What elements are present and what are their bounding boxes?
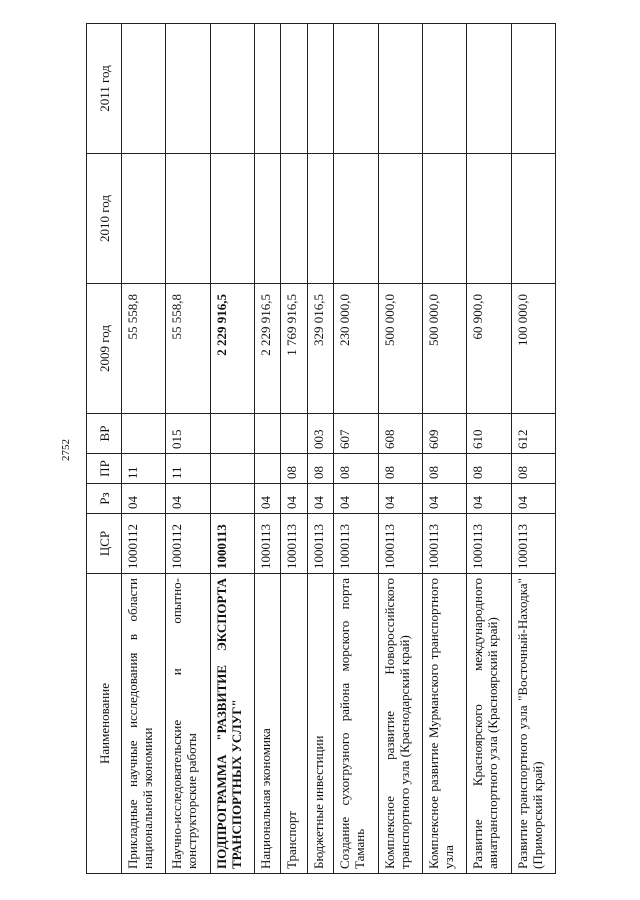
row-2010 — [210, 154, 254, 284]
row-vr — [210, 414, 254, 454]
budget-table-container — [86, 24, 556, 874]
row-rz: 04 — [122, 484, 166, 514]
row-rz: 04 — [281, 484, 307, 514]
row-2011 — [210, 24, 254, 154]
row-name: Создание сухогрузного района морского порта Тамань — [334, 574, 378, 874]
header-2009: 2009 год — [87, 284, 122, 414]
row-name: Научно-исследовательские и опытно-конструкторские работы — [166, 574, 210, 874]
row-2011 — [166, 24, 210, 154]
row-name: Развитие транспортного узла "Восточный-Находка" (Приморский край) — [511, 574, 555, 874]
row-name: Комплексное развитие Мурманского транспортного узла — [422, 574, 466, 874]
row-2010 — [166, 154, 210, 284]
row-2009: 100 000,0 — [511, 284, 555, 414]
row-rz: 04 — [378, 484, 422, 514]
row-rz: 04 — [334, 484, 378, 514]
row-name: Национальная экономика — [255, 574, 281, 874]
row-2009: 55 558,8 — [166, 284, 210, 414]
row-2009: 60 900,0 — [467, 284, 511, 414]
row-name: Комплексное развитие Новороссийского транспортного узла (Краснодарский край) — [378, 574, 422, 874]
row-2009: 500 000,0 — [378, 284, 422, 414]
row-vr — [255, 414, 281, 454]
row-name: Бюджетные инвестиции — [307, 574, 333, 874]
row-2010 — [511, 154, 555, 284]
table-row — [307, 24, 333, 874]
table-row — [281, 24, 307, 874]
page-number-text: 2752 — [60, 439, 72, 461]
row-2009: 2 229 916,5 — [255, 284, 281, 414]
row-csr: 1000113 — [281, 514, 307, 574]
row-csr: 1000113 — [378, 514, 422, 574]
row-csr: 1000113 — [255, 514, 281, 574]
table-row — [511, 24, 555, 874]
row-vr: 015 — [166, 414, 210, 454]
row-2011 — [422, 24, 466, 154]
table-row — [422, 24, 466, 874]
table-row — [334, 24, 378, 874]
row-csr: 1000113 — [307, 514, 333, 574]
table-header-row — [87, 24, 122, 874]
row-rz: 04 — [307, 484, 333, 514]
row-pr: 08 — [334, 454, 378, 484]
row-2011 — [467, 24, 511, 154]
row-2011 — [281, 24, 307, 154]
row-name: Транспорт — [281, 574, 307, 874]
row-2010 — [467, 154, 511, 284]
row-csr: 1000112 — [122, 514, 166, 574]
row-name: Прикладные научные исследования в области национальной экономики — [122, 574, 166, 874]
header-2010: 2010 год — [87, 154, 122, 284]
header-name: Наименование — [87, 574, 122, 874]
row-csr: 1000113 — [511, 514, 555, 574]
header-2011: 2011 год — [87, 24, 122, 154]
row-rz: 04 — [511, 484, 555, 514]
row-pr: 11 — [122, 454, 166, 484]
row-2009: 230 000,0 — [334, 284, 378, 414]
row-2009: 55 558,8 — [122, 284, 166, 414]
row-2009: 1 769 916,5 — [281, 284, 307, 414]
row-2010 — [255, 154, 281, 284]
row-rz: 04 — [166, 484, 210, 514]
header-rz: Рз — [87, 484, 122, 514]
row-2010 — [422, 154, 466, 284]
row-rz: 04 — [467, 484, 511, 514]
row-pr: 08 — [307, 454, 333, 484]
table-row — [122, 24, 166, 874]
row-2010 — [378, 154, 422, 284]
row-rz: 04 — [422, 484, 466, 514]
row-2011 — [378, 24, 422, 154]
row-csr: 1000113 — [210, 514, 254, 574]
row-name: Развитие Красноярского международного авиатранспортного узла (Красноярский край) — [467, 574, 511, 874]
row-vr: 003 — [307, 414, 333, 454]
row-2010 — [307, 154, 333, 284]
table-row — [255, 24, 281, 874]
row-vr — [281, 414, 307, 454]
row-rz: 04 — [255, 484, 281, 514]
row-pr: 08 — [378, 454, 422, 484]
row-pr: 08 — [511, 454, 555, 484]
table-row — [166, 24, 210, 874]
table-row — [467, 24, 511, 874]
row-2011 — [122, 24, 166, 154]
row-vr: 608 — [378, 414, 422, 454]
row-2010 — [281, 154, 307, 284]
row-csr: 1000113 — [334, 514, 378, 574]
row-pr — [255, 454, 281, 484]
row-2009: 2 229 916,5 — [210, 284, 254, 414]
row-csr: 1000113 — [422, 514, 466, 574]
row-vr: 612 — [511, 414, 555, 454]
header-vr: ВР — [87, 414, 122, 454]
row-csr: 1000113 — [467, 514, 511, 574]
row-2011 — [334, 24, 378, 154]
row-2009: 500 000,0 — [422, 284, 466, 414]
row-2009: 329 016,5 — [307, 284, 333, 414]
row-pr: 11 — [166, 454, 210, 484]
row-2011 — [307, 24, 333, 154]
page-number — [56, 440, 76, 460]
row-pr: 08 — [467, 454, 511, 484]
table-row — [378, 24, 422, 874]
row-2010 — [122, 154, 166, 284]
header-pr: ПР — [87, 454, 122, 484]
row-vr: 610 — [467, 414, 511, 454]
table-row — [210, 24, 254, 874]
row-pr: 08 — [422, 454, 466, 484]
row-2011 — [511, 24, 555, 154]
row-vr: 609 — [422, 414, 466, 454]
row-rz — [210, 484, 254, 514]
row-pr — [210, 454, 254, 484]
row-2010 — [334, 154, 378, 284]
row-pr: 08 — [281, 454, 307, 484]
row-name: ПОДПРОГРАММА "РАЗВИТИЕ ЭКСПОРТА ТРАНСПОРТНЫХ УСЛУГ" — [210, 574, 254, 874]
header-csr: ЦСР — [87, 514, 122, 574]
row-vr: 607 — [334, 414, 378, 454]
row-csr: 1000112 — [166, 514, 210, 574]
row-2011 — [255, 24, 281, 154]
budget-table — [86, 23, 556, 874]
row-vr — [122, 414, 166, 454]
